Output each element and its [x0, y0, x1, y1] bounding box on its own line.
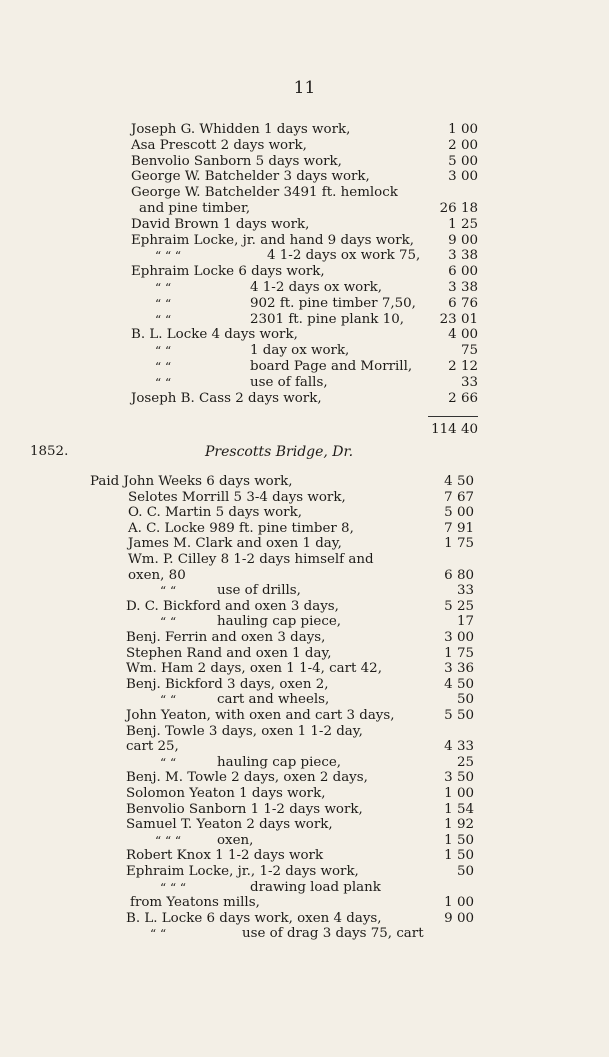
- entry-amount: 5 25: [444, 599, 474, 614]
- entry-amount: 33: [456, 583, 474, 598]
- ledger-row: [0, 296, 478, 312]
- ditto-marks: “ “: [155, 376, 172, 390]
- ditto-marks: “ “: [155, 360, 172, 374]
- ledger-row: [0, 505, 474, 521]
- ledger-row: [0, 817, 474, 833]
- ledger-row: [0, 911, 474, 927]
- entry-text: David Brown 1 days work,: [131, 217, 310, 232]
- ledger-row: [0, 724, 474, 740]
- entry-text: 902 ft. pine timber 7,50,: [250, 296, 416, 311]
- ledger-row: [0, 312, 478, 328]
- entry-text: 4 1-2 days ox work 75,: [267, 248, 421, 263]
- entry-text: Benj. Towle 3 days, oxen 1 1-2 day,: [126, 724, 363, 739]
- ledger-row: [0, 248, 478, 264]
- entry-amount: 50: [456, 692, 474, 707]
- entry-amount: 1 54: [444, 802, 474, 817]
- entry-text: Asa Prescott 2 days work,: [131, 138, 307, 153]
- entry-text: Stephen Rand and oxen 1 day,: [126, 646, 332, 661]
- ledger-row: [0, 864, 474, 880]
- entry-text: Joseph B. Cass 2 days work,: [131, 391, 322, 406]
- entry-amount: 26 18: [439, 201, 478, 216]
- entry-amount: 5 00: [448, 154, 478, 169]
- ledger-row: [0, 755, 474, 771]
- entry-amount: 23 01: [439, 312, 478, 327]
- ditto-marks: “ “: [150, 927, 167, 941]
- entry-amount: 6 80: [444, 568, 474, 583]
- entry-amount: 1 75: [444, 536, 474, 551]
- entry-text: cart and wheels,: [217, 692, 330, 707]
- entry-text: Solomon Yeaton 1 days work,: [126, 786, 326, 801]
- entry-text: use of drag 3 days 75, cart: [242, 926, 424, 941]
- entry-text: Wm. P. Cilley 8 1-2 days himself and: [128, 552, 374, 567]
- entry-amount: 9 00: [444, 911, 474, 926]
- entry-amount: 5 00: [444, 505, 474, 520]
- entry-amount: 3 38: [448, 248, 478, 263]
- entry-text: from Yeatons mills,: [130, 895, 260, 910]
- entry-amount: 7 67: [444, 490, 474, 505]
- ledger-row: [0, 630, 474, 646]
- ledger-row: [0, 233, 478, 249]
- entry-text: and pine timber,: [139, 201, 251, 216]
- entry-amount: 1 00: [444, 786, 474, 801]
- entry-text: O. C. Martin 5 days work,: [128, 505, 302, 520]
- ditto-marks: “ “ “: [155, 249, 182, 263]
- ditto-marks: “ “: [155, 313, 172, 327]
- entry-text: drawing load plank: [250, 880, 381, 895]
- entry-amount: 2 00: [448, 138, 478, 153]
- ditto-marks: “ “: [160, 693, 177, 707]
- entry-text: 2301 ft. pine plank 10,: [250, 312, 404, 327]
- entry-text: Benvolio Sanborn 5 days work,: [131, 154, 342, 169]
- entry-amount: 17: [456, 614, 474, 629]
- entry-amount: 9 00: [448, 233, 478, 248]
- entry-text: Benvolio Sanborn 1 1-2 days work,: [126, 802, 363, 817]
- ledger-row: [0, 802, 474, 818]
- entry-amount: 3 50: [444, 770, 474, 785]
- ledger-row: [0, 359, 478, 375]
- entry-amount: 4 00: [448, 327, 478, 342]
- entry-amount: 1 25: [448, 217, 478, 232]
- entry-text: cart 25,: [126, 739, 179, 754]
- entry-amount: 3 00: [444, 630, 474, 645]
- entry-amount: 1 00: [444, 895, 474, 910]
- ditto-marks: “ “: [160, 584, 177, 598]
- entry-amount: 1 50: [444, 848, 474, 863]
- ditto-marks: “ “: [160, 756, 177, 770]
- ledger-row: [0, 770, 474, 786]
- ledger-row: [0, 122, 478, 138]
- entry-amount: 50: [456, 864, 474, 879]
- ledger-row: [0, 391, 478, 407]
- ledger-row: [0, 614, 474, 630]
- entry-amount: 1 92: [444, 817, 474, 832]
- entry-text: B. L. Locke 6 days work, oxen 4 days,: [126, 911, 382, 926]
- entry-text: A. C. Locke 989 ft. pine timber 8,: [128, 521, 354, 536]
- ledger-row: [0, 154, 478, 170]
- section-heading: Prescotts Bridge, Dr.: [205, 444, 354, 460]
- entry-text: 1 day ox work,: [250, 343, 350, 358]
- entry-text: Samuel T. Yeaton 2 days work,: [126, 817, 333, 832]
- entry-text: John Yeaton, with oxen and cart 3 days,: [126, 708, 395, 723]
- ditto-marks: “ “: [155, 297, 172, 311]
- entry-text: B. L. Locke 4 days work,: [131, 327, 298, 342]
- ledger-row: [0, 536, 474, 552]
- entry-text: hauling cap piece,: [217, 614, 342, 629]
- ditto-marks: “ “: [155, 281, 172, 295]
- entry-text: Robert Knox 1 1-2 days work: [126, 848, 324, 863]
- entry-text: Ephraim Locke, jr., 1-2 days work,: [126, 864, 359, 879]
- ledger-row: [0, 552, 474, 568]
- entry-amount: 2 66: [448, 391, 478, 406]
- entry-text: D. C. Bickford and oxen 3 days,: [126, 599, 339, 614]
- entry-amount: 3 38: [448, 280, 478, 295]
- ledger-row: [0, 217, 478, 233]
- entry-text: George W. Batchelder 3 days work,: [131, 169, 370, 184]
- entry-text: George W. Batchelder 3491 ft. hemlock: [131, 185, 398, 200]
- entry-text: Wm. Ham 2 days, oxen 1 1-4, cart 42,: [126, 661, 382, 676]
- entry-text: oxen,: [217, 833, 254, 848]
- ditto-marks: “ “: [160, 615, 177, 629]
- entry-amount: 3 00: [448, 169, 478, 184]
- entry-text: use of drills,: [217, 583, 301, 598]
- entry-amount: 4 50: [444, 474, 474, 489]
- entry-text: Joseph G. Whidden 1 days work,: [131, 122, 351, 137]
- entry-text: Selotes Morrill 5 3-4 days work,: [128, 490, 346, 505]
- entry-amount: 4 33: [444, 739, 474, 754]
- entry-text: 4 1-2 days ox work,: [250, 280, 383, 295]
- entry-amount: 33: [460, 375, 478, 390]
- ledger-row: [0, 327, 478, 343]
- ledger-row: [0, 833, 474, 849]
- entry-amount: 1 75: [444, 646, 474, 661]
- entry-amount: 6 00: [448, 264, 478, 279]
- ledger-row: [0, 521, 474, 537]
- ledger-row: [0, 568, 474, 584]
- entry-amount: 75: [460, 343, 478, 358]
- entry-amount: 2 12: [448, 359, 478, 374]
- ledger-row: [0, 599, 474, 615]
- ledger-row: [0, 185, 478, 201]
- ledger-row: [0, 264, 478, 280]
- entry-amount: 3 36: [444, 661, 474, 676]
- entry-text: Ephraim Locke, jr. and hand 9 days work,: [131, 233, 415, 248]
- ledger-row: [0, 895, 474, 911]
- total-amount: 114 40: [431, 422, 478, 437]
- ditto-marks: “ “: [155, 344, 172, 358]
- ledger-row: [0, 169, 478, 185]
- entry-amount: 25: [456, 755, 474, 770]
- entry-amount: 4 50: [444, 677, 474, 692]
- entry-amount: 1 00: [448, 122, 478, 137]
- ledger-row: [0, 786, 474, 802]
- ledger-row: [0, 474, 474, 490]
- entry-text: oxen, 80: [128, 568, 186, 583]
- ledger-row: [0, 343, 478, 359]
- year-label: 1852.: [30, 444, 69, 459]
- ledger-row: [0, 375, 478, 391]
- entry-amount: 6 76: [448, 296, 478, 311]
- entry-text: hauling cap piece,: [217, 755, 342, 770]
- ledger-row: [0, 848, 474, 864]
- entry-text: James M. Clark and oxen 1 day,: [128, 536, 342, 551]
- ledger-row: [0, 661, 474, 677]
- page-number: 11: [293, 78, 316, 98]
- entry-text: board Page and Morrill,: [250, 359, 413, 374]
- ledger-row: [0, 880, 474, 896]
- ledger-row: [0, 739, 474, 755]
- ledger-row: [0, 708, 474, 724]
- entry-amount: 5 50: [444, 708, 474, 723]
- entry-amount: 1 50: [444, 833, 474, 848]
- entry-text: Ephraim Locke 6 days work,: [131, 264, 325, 279]
- ledger-row: [0, 583, 474, 599]
- ledger-row: [0, 646, 474, 662]
- ledger-row: [0, 280, 478, 296]
- ledger-row: [0, 926, 474, 942]
- ledger-row: [0, 692, 474, 708]
- entry-text: Benj. Ferrin and oxen 3 days,: [126, 630, 326, 645]
- total-rule: [428, 416, 478, 417]
- ledger-row: [0, 490, 474, 506]
- ditto-marks: “ “ “: [155, 834, 182, 848]
- entry-text: Paid John Weeks 6 days work,: [90, 474, 293, 489]
- ditto-marks: “ “ “: [160, 881, 187, 895]
- ledger-row: [0, 201, 478, 217]
- entry-amount: 7 91: [444, 521, 474, 536]
- ledger-row: [0, 677, 474, 693]
- entry-text: use of falls,: [250, 375, 328, 390]
- entry-text: Benj. M. Towle 2 days, oxen 2 days,: [126, 770, 368, 785]
- entry-text: Benj. Bickford 3 days, oxen 2,: [126, 677, 329, 692]
- ledger-row: [0, 138, 478, 154]
